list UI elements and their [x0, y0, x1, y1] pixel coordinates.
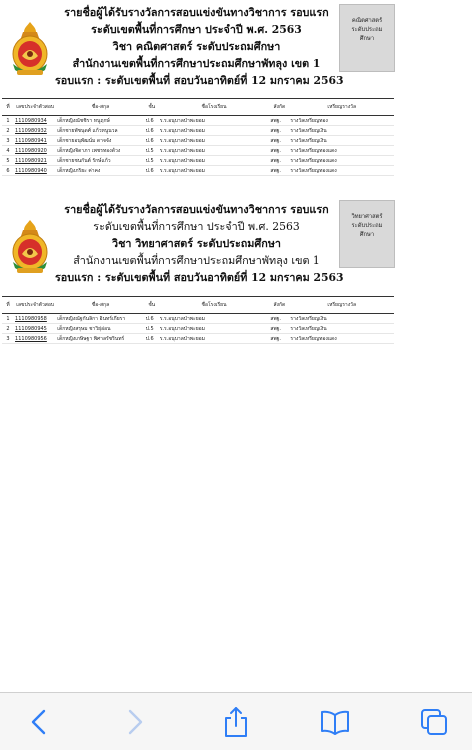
- heading-line: รอบแรก : ระดับเขตพื้นที่ สอบวันอาทิตย์ที่ 12 มกราคม 2563: [55, 74, 344, 87]
- cell-school: ร.ร.อนุบาลป่าพะยอม: [159, 136, 270, 146]
- heading-line: วิชา คณิตศาสตร์ ระดับประถมศึกษา: [112, 40, 281, 53]
- cell-id-link[interactable]: 1110980932: [14, 126, 56, 136]
- cell-affiliation: สพฐ.: [269, 126, 289, 136]
- cell-grade: ป.6: [145, 136, 159, 146]
- cell-no: 5: [2, 156, 14, 166]
- table-row: [2, 156, 394, 166]
- cell-school: ร.ร.อนุบาลป่าพะยอม: [159, 314, 270, 324]
- results-table: [2, 296, 394, 344]
- subject-box-line: วิทยาศาสตร์: [351, 214, 383, 220]
- cell-school: ร.ร.อนุบาลป่าพะยอม: [159, 116, 270, 126]
- cell-no: 4: [2, 146, 14, 156]
- table-header-row: [2, 297, 394, 314]
- cell-name: เด็กหญิงจิดาภา เพชรทองด้วง: [56, 146, 144, 156]
- cell-medal: รางวัลเหรียญทอง: [289, 116, 394, 126]
- cell-school: ร.ร.อนุบาลป่าพะยอม: [159, 324, 270, 334]
- bookmarks-button[interactable]: [318, 705, 352, 739]
- cell-grade: ป.5: [145, 324, 159, 334]
- cell-medal: รางวัลเหรียญเงิน: [289, 136, 394, 146]
- chevron-left-icon: [29, 709, 49, 735]
- cell-id-link[interactable]: 1110980941: [14, 136, 56, 146]
- table-row: [2, 334, 394, 344]
- cell-affiliation: สพฐ.: [269, 116, 289, 126]
- heading-line: รายชื่อผู้ได้รับรางวัลการสอบแข่งขันทางวิชาการ รอบแรก: [64, 6, 329, 19]
- cell-id-link[interactable]: 1110980958: [14, 314, 56, 324]
- column-header-no: ที่: [2, 99, 14, 116]
- subject-box-line: คณิตศาสตร์: [351, 18, 383, 24]
- book-icon: [320, 709, 350, 735]
- cell-name: เด็กหญิงณัชชิรา หนูฤกษ์: [56, 116, 144, 126]
- cell-id-link[interactable]: 1110980945: [14, 324, 56, 334]
- table-row: [2, 136, 394, 146]
- cell-name: เด็กชายพัชนุดศ์ แก้วหนูนวล: [56, 126, 144, 136]
- cell-grade: ป.6: [145, 166, 159, 176]
- obec-emblem-icon: [9, 20, 51, 78]
- chevron-right-icon: [125, 709, 145, 735]
- column-header-id: เลขประจำตัวสอบ: [14, 99, 56, 116]
- cell-affiliation: สพฐ.: [269, 146, 289, 156]
- results-table: [2, 98, 394, 176]
- subject-box-line: ระดับประถม: [351, 27, 383, 33]
- tabs-button[interactable]: [417, 705, 451, 739]
- column-header-school: ชื่อโรงเรียน: [159, 297, 270, 314]
- cell-id-link[interactable]: 1110980934: [14, 116, 56, 126]
- column-header-affiliation: สังกัด: [269, 297, 289, 314]
- cell-no: 1: [2, 116, 14, 126]
- cell-no: 2: [2, 126, 14, 136]
- share-button[interactable]: [219, 705, 253, 739]
- cell-grade: ป.6: [145, 334, 159, 344]
- cell-school: ร.ร.อนุบาลป่าพะยอม: [159, 146, 270, 156]
- tabs-icon: [420, 708, 448, 736]
- cell-medal: รางวัลเหรียญทองแดง: [289, 146, 394, 156]
- share-icon: [223, 706, 249, 738]
- subject-box-line: ศึกษา: [359, 36, 375, 42]
- heading-line: รายชื่อผู้ได้รับรางวัลการสอบแข่งขันทางวิชาการ รอบแรก: [64, 203, 329, 216]
- cell-id-link[interactable]: 1110980921: [14, 156, 56, 166]
- cell-name: เด็กหญิงสรุษม ชาวิยุ่อ่อน: [56, 324, 144, 334]
- cell-medal: รางวัลเหรียญเงิน: [289, 126, 394, 136]
- page-heading: [55, 4, 344, 89]
- cell-grade: ป.5: [145, 146, 159, 156]
- column-header-no: ที่: [2, 297, 14, 314]
- cell-school: ร.ร.อนุบาลป่าพะยอม: [159, 156, 270, 166]
- column-header-grade: ชั้น: [145, 297, 159, 314]
- column-header-affiliation: สังกัด: [269, 99, 289, 116]
- cell-id-link[interactable]: 1110980940: [14, 166, 56, 176]
- cell-affiliation: สพฐ.: [269, 166, 289, 176]
- cell-no: 2: [2, 324, 14, 334]
- heading-line: ระดับเขตพื้นที่การศึกษา ประจำปี พ.ศ. 2563: [91, 23, 302, 36]
- cell-grade: ป.5: [145, 156, 159, 166]
- cell-id-link[interactable]: 1110980956: [14, 334, 56, 344]
- cell-school: ร.ร.อนุบาลป่าพะยอม: [159, 334, 270, 344]
- column-header-school: ชื่อโรงเรียน: [159, 99, 270, 116]
- cell-name: เด็กหญิงณัฐกันลิกา อินทร์เกียรา: [56, 314, 144, 324]
- page-heading: [55, 201, 344, 286]
- forward-button[interactable]: [118, 705, 152, 739]
- cell-medal: รางวัลเหรียญทองแดง: [289, 156, 394, 166]
- table-row: [2, 166, 394, 176]
- cell-id-link[interactable]: 1110980920: [14, 146, 56, 156]
- subject-box: [339, 200, 395, 268]
- subject-box-line: ระดับประถม: [351, 223, 383, 229]
- cell-affiliation: สพฐ.: [269, 334, 289, 344]
- cell-name: เด็กชายชนกันต์ รักษ์แก้ว: [56, 156, 144, 166]
- browser-toolbar: [0, 692, 472, 750]
- heading-line: ระดับเขตพื้นที่การศึกษา ประจำปี พ.ศ. 2563: [93, 220, 300, 233]
- heading-line: สำนักงานเขตพื้นที่การศึกษาประถมศึกษาพัทลุง เขต 1: [72, 57, 321, 70]
- cell-no: 1: [2, 314, 14, 324]
- column-header-name: ชื่อ-สกุล: [56, 99, 144, 116]
- subject-box: [339, 4, 395, 72]
- obec-emblem-icon: [9, 218, 51, 276]
- cell-grade: ป.6: [145, 126, 159, 136]
- cell-medal: รางวัลเหรียญเงิน: [289, 324, 394, 334]
- cell-name: เด็กหญิงภริยะ ค่าคง: [56, 166, 144, 176]
- cell-school: ร.ร.อนุบาลป่าพะยอม: [159, 166, 270, 176]
- column-header-medal: เหรียญรางวัล: [289, 297, 394, 314]
- column-header-grade: ชั้น: [145, 99, 159, 116]
- subject-box-line: ศึกษา: [359, 232, 375, 238]
- table-row: [2, 126, 394, 136]
- cell-no: 3: [2, 136, 14, 146]
- cell-affiliation: สพฐ.: [269, 156, 289, 166]
- column-header-medal: เหรียญรางวัล: [289, 99, 394, 116]
- table-row: [2, 116, 394, 126]
- cell-affiliation: สพฐ.: [269, 314, 289, 324]
- table-row: [2, 146, 394, 156]
- cell-grade: ป.6: [145, 116, 159, 126]
- cell-grade: ป.6: [145, 314, 159, 324]
- cell-medal: รางวัลเหรียญทองแดง: [289, 334, 394, 344]
- back-button[interactable]: [22, 705, 56, 739]
- column-header-name: ชื่อ-สกุล: [56, 297, 144, 314]
- heading-line: วิชา วิทยาศาสตร์ ระดับประถมศึกษา: [112, 237, 281, 250]
- cell-affiliation: สพฐ.: [269, 136, 289, 146]
- cell-no: 6: [2, 166, 14, 176]
- cell-no: 3: [2, 334, 14, 344]
- heading-line: รอบแรก : ระดับเขตพื้นที่ สอบวันอาทิตย์ที่ 12 มกราคม 2563: [55, 271, 344, 284]
- cell-medal: รางวัลเหรียญเงิน: [289, 314, 394, 324]
- column-header-id: เลขประจำตัวสอบ: [14, 297, 56, 314]
- cell-affiliation: สพฐ.: [269, 324, 289, 334]
- table-header-row: [2, 99, 394, 116]
- table-row: [2, 314, 394, 324]
- cell-medal: รางวัลเหรียญทองแดง: [289, 166, 394, 176]
- table-row: [2, 324, 394, 334]
- cell-school: ร.ร.อนุบาลป่าพะยอม: [159, 126, 270, 136]
- cell-name: เด็กหญิงเกษิษฐา พิศาลรัชรินทร์: [56, 334, 144, 344]
- cell-name: เด็กชายอนุพัฒน์ม ดาจจัง: [56, 136, 144, 146]
- heading-line: สำนักงานเขตพื้นที่การศึกษาประถมศึกษาพัทลุง เขต 1: [73, 254, 320, 267]
